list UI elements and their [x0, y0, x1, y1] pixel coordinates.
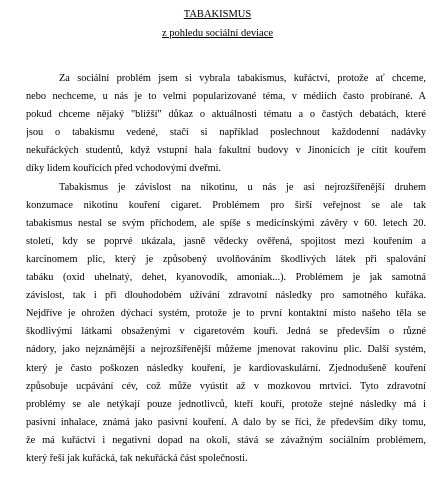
document-title: TABAKISMUS [183, 9, 252, 20]
body-line: Za sociální problém jsem si vybrala tabakismus, kuřáctví, protože ať chceme, [59, 73, 426, 84]
body-line: Nejdříve je ohrožen dýchací systém, protože je to první kontaktní místo našeho těla se [26, 308, 426, 320]
body-line: tabáku (oxid uhelnatý, dehet, kyanovodík, amoniak...). Problémem je jak samotná [26, 272, 426, 284]
body-line: jsou o tabakismu vedené, stačí si například poslechnout každodenní nadávky [26, 127, 426, 139]
body-line: Tabakismus je závislost na nikotinu, u nás je asi nejrozšířenější druhem [59, 181, 426, 193]
document-body [26, 70, 426, 468]
body-line: pasivní inhalace, známá jako pasivní kouření. A dalo by se říci, že především díky tomu, [26, 416, 426, 428]
body-line: pokud chceme nějaký "bližší" důkaz o aktuálnosti tématu a o častých debatách, které [26, 109, 426, 121]
body-line: že má kuřáctví i negativní dopad na okolí, stává se závažným sociálním problémem, [26, 434, 426, 446]
document-subtitle: z pohledu sociální deviace [161, 28, 274, 39]
body-line: závislost, tak i při dlouhodobém užívání zdravotní následky pro samotného kuřáka. [26, 290, 426, 302]
body-line: století, kdy se poprvé ukázala, jasně vědecky ověřená, spojitost mezi kouřením a [26, 235, 426, 247]
body-line: který řeší jak kuřácká, tak nekuřácká část společnosti. [26, 452, 248, 464]
body-line: způsobuje ucpávání cév, což může vyústit až v mozkovou mrtvici. Tyto zdravotní [26, 380, 426, 392]
body-line: nekuřáckých studentů, když vstupní hala fakultní budovy v Jinonicích je cítit kouřem [26, 145, 426, 157]
body-line: nebo nechceme, u nás je to velmi popularizované téma, v médiích často probírané. A [26, 91, 426, 103]
body-line: karcinomem plic, který je způsobený uvolňováním škodlivých látek při spalování [26, 253, 426, 265]
body-line: tabakismus nestal se svým příchodem, ale spíše s medicínskými závěry v 60. letech 20. [26, 217, 426, 229]
body-line: problémy se ale netýkají pouze jednotlivců, kteří kouří, protože stejné následky má i [26, 398, 426, 410]
body-line: který je často poškozen následky kouření, je kardiovaskulární. Zjednodušeně kouření [26, 362, 426, 374]
body-line: díky lidem kouřících před vchodovými dveřmi. [26, 163, 222, 175]
body-line: škodlivými látkami obsaženými v cigaretovém kouři. Jedná se především o různé [26, 326, 426, 338]
body-line: konzumace nikotinu kouření cigaret. Problémem pro širší veřejnost se ale tak [26, 199, 426, 211]
body-line: nádory, jako nejznámější a nejrozšířenější můžeme jmenovat rakovinu plic. Další systém, [26, 344, 426, 356]
